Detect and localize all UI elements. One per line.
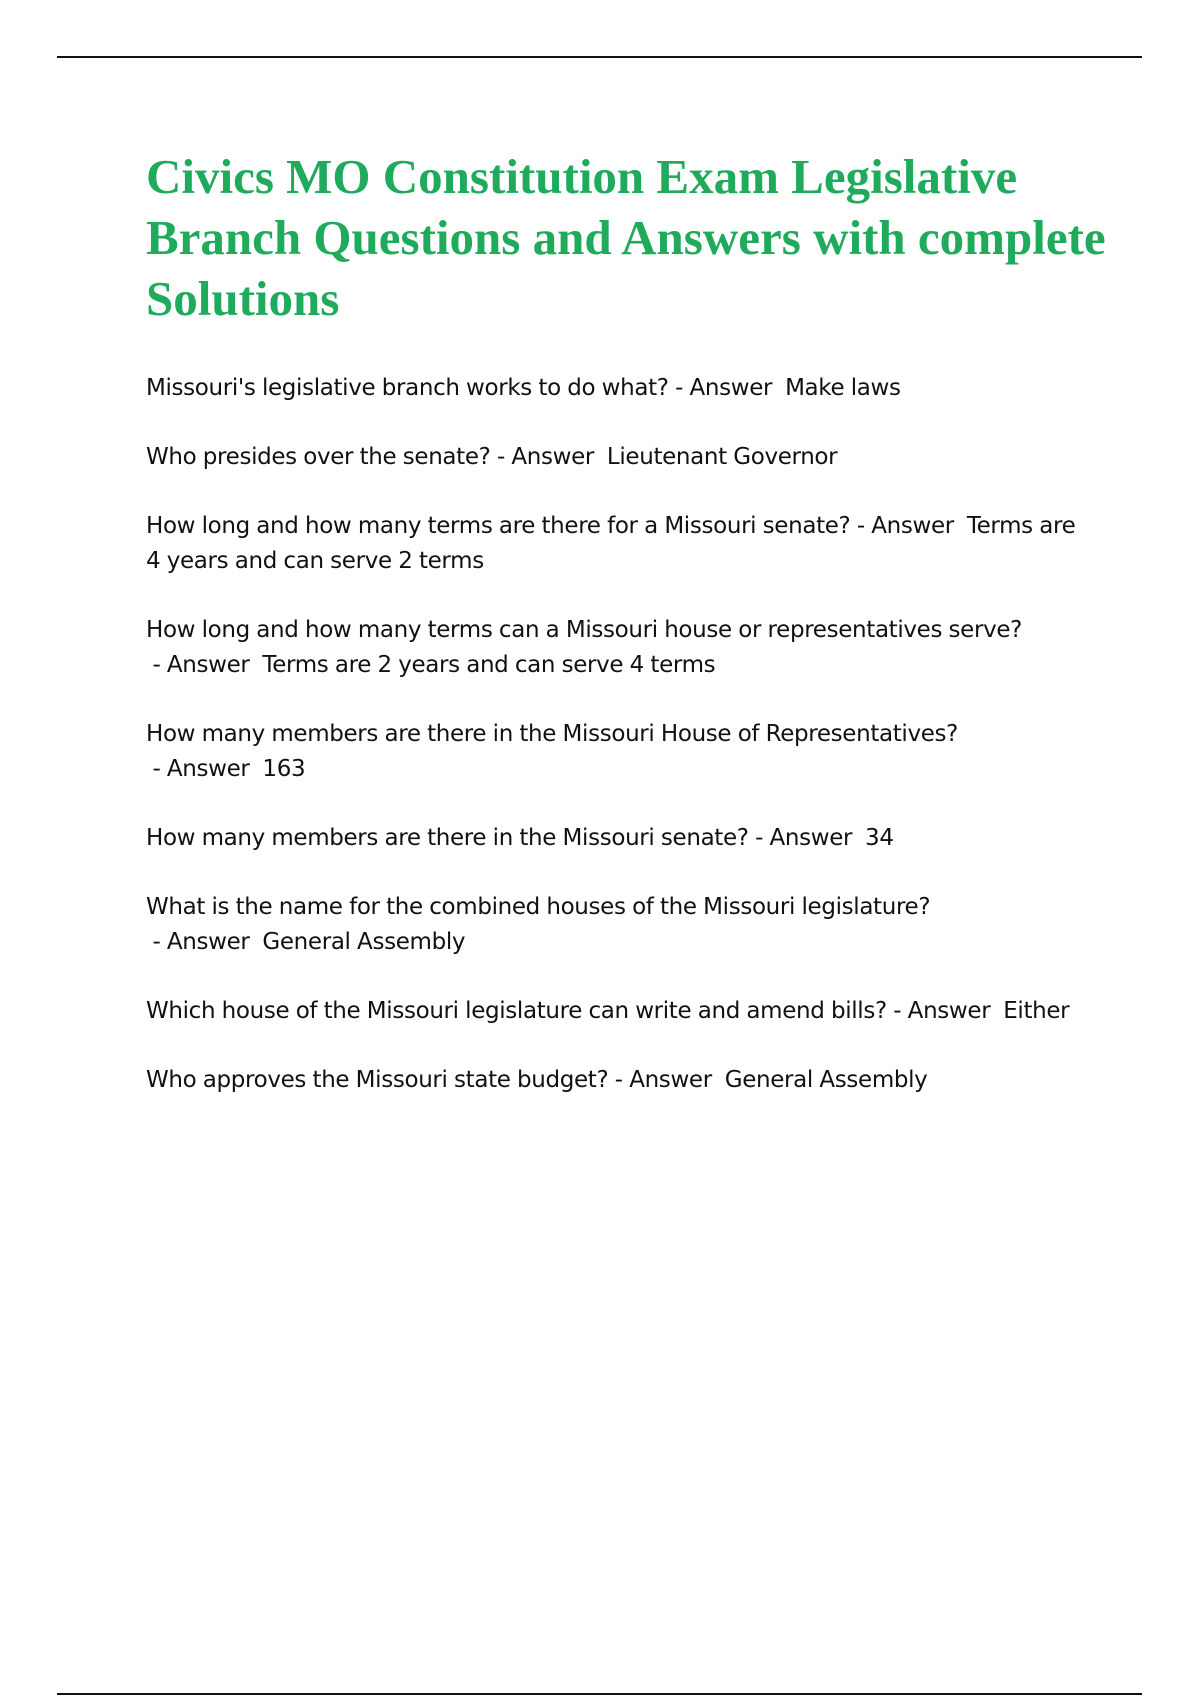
answer-label: - Answer	[748, 825, 866, 851]
qa-item	[146, 440, 1096, 475]
qa-item	[146, 717, 1096, 787]
qa-item	[146, 371, 1096, 406]
qa-item	[146, 890, 1096, 960]
answer-text: General Assembly	[724, 1067, 928, 1093]
qa-list	[146, 371, 1096, 1132]
answer-label: - Answer	[608, 1067, 725, 1093]
answer-text: General Assembly	[262, 929, 466, 955]
question-text: What is the name for the combined houses of the Missouri legislature?	[146, 894, 931, 920]
answer-text: Make laws	[785, 375, 901, 401]
answer-text: 163	[262, 756, 306, 782]
answer-label: - Answer	[668, 375, 786, 401]
top-rule	[57, 56, 1142, 58]
answer-label: - Answer	[490, 444, 607, 470]
answer-text: Lieutenant Governor	[606, 444, 838, 470]
qa-item	[146, 821, 1096, 856]
question-text: Who approves the Missouri state budget?	[146, 1067, 609, 1093]
question-text: Who presides over the senate?	[146, 444, 491, 470]
qa-item	[146, 994, 1096, 1029]
qa-item	[146, 613, 1096, 683]
document-title: Civics MO Constitution Exam Legislative Branch Questions and Answers with complete Solutions	[146, 149, 1106, 326]
question-text: How long and how many terms are there for a Missouri senate?	[146, 513, 851, 539]
qa-item	[146, 1063, 1096, 1098]
answer-text: Terms are 4 years and can serve 2 terms	[146, 513, 1076, 574]
answer-text: Either	[1003, 998, 1070, 1024]
question-text: Which house of the Missouri legislature can write and amend bills?	[146, 998, 887, 1024]
answer-label: - Answer	[146, 652, 263, 678]
qa-item	[146, 509, 1096, 579]
question-text: How long and how many terms can a Missouri house or representatives serve?	[146, 617, 1023, 643]
answer-label: - Answer	[886, 998, 1004, 1024]
question-text: How many members are there in the Missouri senate?	[146, 825, 749, 851]
answer-text: Terms are 2 years and can serve 4 terms	[262, 652, 716, 678]
question-text: How many members are there in the Missouri House of Representatives?	[146, 721, 959, 747]
answer-label: - Answer	[146, 929, 263, 955]
answer-text: 34	[865, 825, 894, 851]
bottom-rule	[57, 1693, 1142, 1695]
answer-label: - Answer	[850, 513, 967, 539]
answer-label: - Answer	[146, 756, 263, 782]
question-text: Missouri's legislative branch works to do what?	[146, 375, 669, 401]
